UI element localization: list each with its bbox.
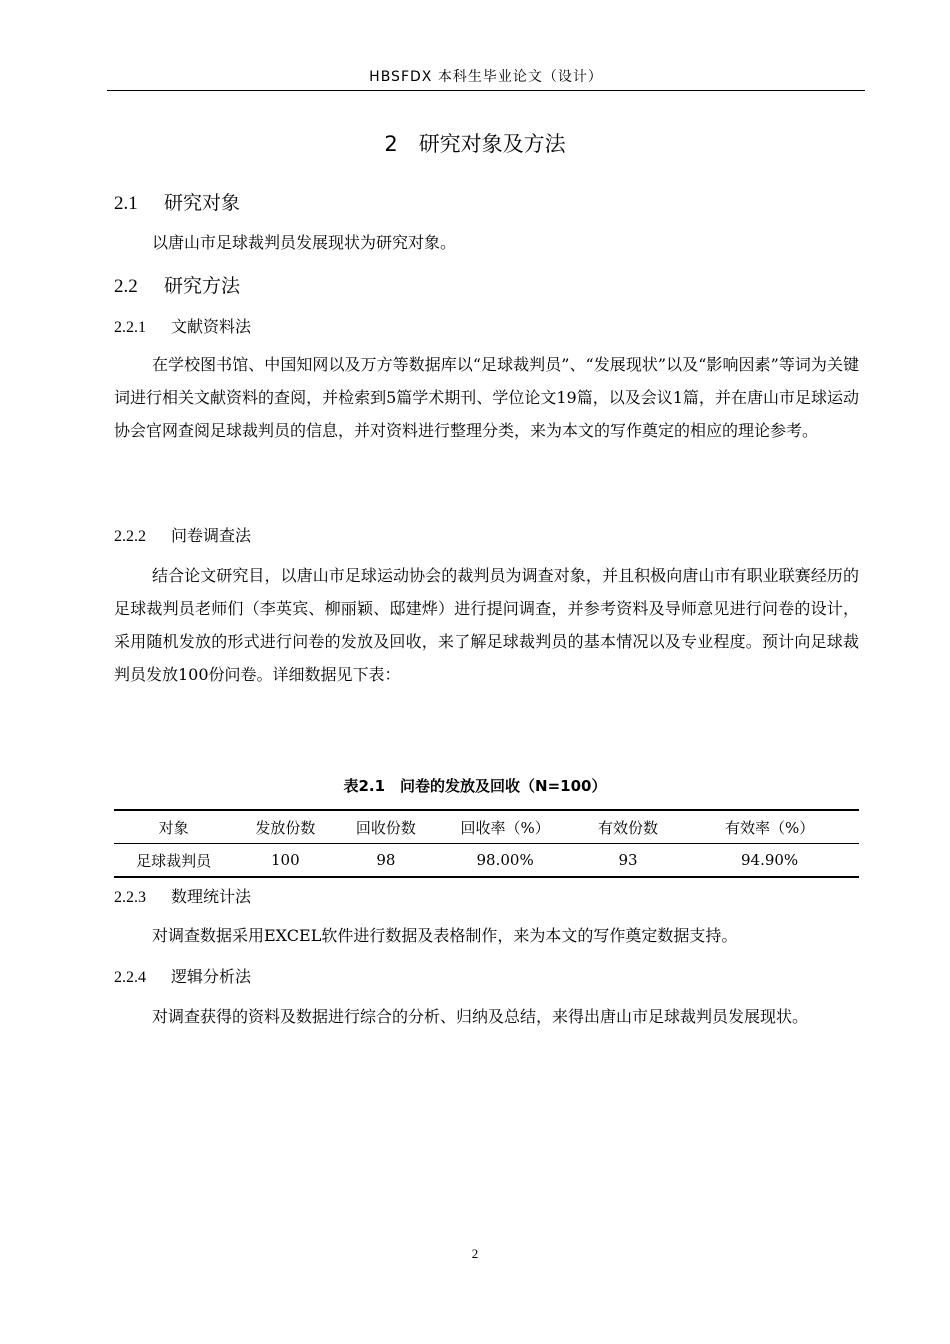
questionnaire-table [114, 809, 859, 878]
section-heading-2-2 [114, 271, 240, 298]
table-cell: 93 [618, 851, 638, 869]
subsection-number: 2.2.1 [114, 319, 146, 336]
column-header: 回收份数 [355, 818, 416, 837]
paragraph-statistics: 对调查数据采用EXCEL软件进行数据及表格制作，来为本文的写作奠定数据支持。 [152, 926, 738, 945]
subsection-number: 2.2.2 [114, 528, 146, 545]
column-header: 对象 [158, 818, 189, 837]
table-cell: 94.90% [740, 851, 799, 869]
table-header-row [114, 810, 859, 844]
section-number: 2.1 [114, 193, 138, 214]
table-cell: 100 [271, 851, 300, 869]
section-heading-2-1 [114, 188, 240, 215]
subsection-number: 2.2.3 [114, 889, 146, 906]
chapter-title: 研究对象及方法 [418, 132, 566, 156]
section-title: 研究对象 [164, 192, 241, 214]
chapter-heading [0, 128, 950, 158]
subsection-heading-2-2-3 [114, 884, 251, 907]
paragraph-literature: 在学校图书馆、中国知网以及万方等数据库以“足球裁判员”、“发展现状”以及“影响因素”等词为关键词进行相关文献资料的查阅，并检索到5篇学术期刊、学位论文19篇，以及会议1篇，并在唐山市足球运动协会官网查阅足球裁判员的信息，并对资料进行整理分类，来为本文的写作奠定的相应的理论参考。 [114, 355, 859, 440]
table-cell: 足球裁判员 [136, 851, 212, 870]
subsection-heading-2-2-4 [114, 964, 251, 987]
table-row [114, 844, 859, 878]
subsection-title: 文献资料法 [171, 317, 252, 336]
section-number: 2.2 [114, 276, 138, 297]
column-header: 发放份数 [255, 818, 316, 837]
section-title: 研究方法 [164, 275, 241, 297]
subsection-heading-2-2-2 [114, 523, 251, 546]
table-caption: 表2.1 问卷的发放及回收（N=100） [343, 777, 607, 795]
column-header: 有效份数 [598, 818, 659, 837]
page-header: HBSFDX 本科生毕业论文（设计） [107, 66, 865, 91]
column-header: 回收率（%） [460, 818, 550, 837]
subsection-heading-2-2-1 [114, 314, 251, 337]
subsection-number: 2.2.4 [114, 969, 146, 986]
column-header: 有效率（%） [724, 818, 815, 837]
page-number: 2 [471, 1246, 479, 1261]
paragraph-logic: 对调查获得的资料及数据进行综合的分析、归纳及总结，来得出唐山市足球裁判员发展现状。 [152, 1007, 809, 1026]
chapter-number: 2 [384, 132, 398, 156]
subsection-title: 数理统计法 [171, 887, 252, 906]
table-cell: 98.00% [476, 851, 534, 869]
subsection-title: 问卷调查法 [171, 526, 252, 545]
table-cell: 98 [376, 851, 396, 869]
subsection-title: 逻辑分析法 [171, 967, 252, 986]
paragraph-research-object: 以唐山市足球裁判员发展现状为研究对象。 [152, 233, 457, 252]
paragraph-questionnaire: 结合论文研究目，以唐山市足球运动协会的裁判员为调查对象，并且积极向唐山市有职业联赛经历的足球裁判员老师们（李英宾、柳丽颖、邸建烨）进行提问调查，并参考资料及导师意见进行问卷的设计，采用随机发放的形式进行问卷的发放及回收，来了解足球裁判员的基本情况以及专业程度。预计向足球裁判员发放100份问卷。详细数据见下表： [114, 566, 859, 684]
